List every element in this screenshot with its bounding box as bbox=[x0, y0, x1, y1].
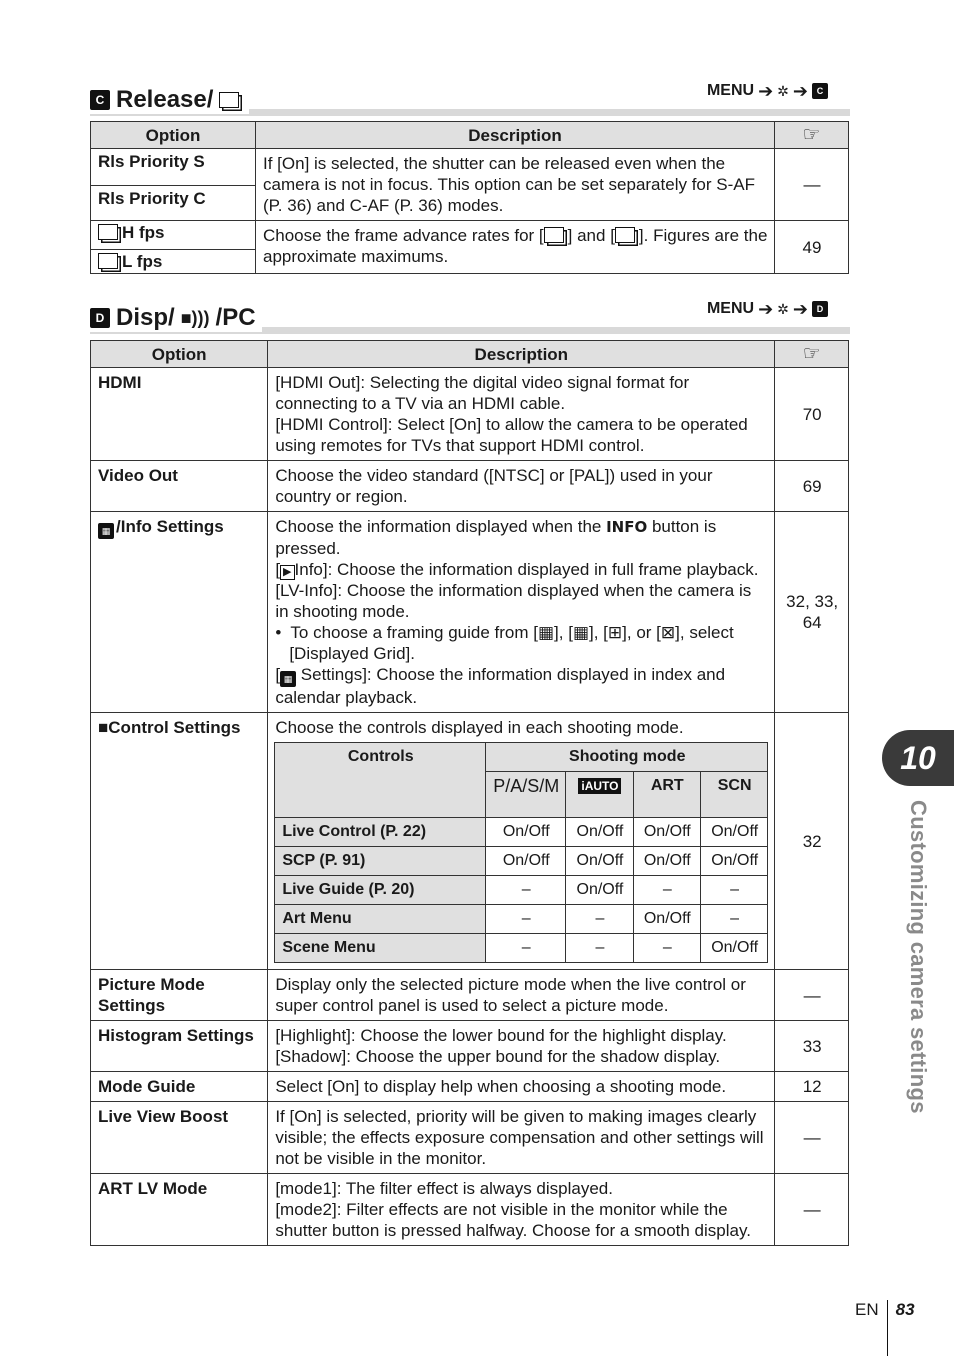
cell: On/Off bbox=[566, 876, 633, 905]
reference-header: ☞ bbox=[775, 341, 849, 368]
arrow-right-icon: ➔ bbox=[758, 81, 774, 101]
description-line: [mode2]: Filter effects are not visible in the monitor while the shutter button is pressed halfway. Choose for a smooth display. bbox=[275, 1200, 751, 1240]
cell: – bbox=[486, 876, 566, 905]
description-cell bbox=[268, 512, 775, 713]
reference-cell: — bbox=[775, 970, 849, 1021]
language-label: EN bbox=[855, 1300, 879, 1319]
description-cell bbox=[268, 1174, 775, 1246]
cell: On/Off bbox=[700, 818, 767, 847]
option-header: Option bbox=[91, 122, 256, 149]
description-cell: If [On] is selected, priority will be given to making images clearly visible; the effects exposure compensation and other settings will not be visible in the monitor. bbox=[268, 1102, 775, 1174]
description-line: [HDMI Control]: Select [On] to allow the camera to be operated using remotes for TVs that support HDMI control. bbox=[275, 415, 748, 455]
table-row bbox=[91, 1072, 849, 1102]
description-cell: Display only the selected picture mode when the live control or super control panel is used to select a picture mode. bbox=[268, 970, 775, 1021]
description-line bbox=[275, 559, 768, 580]
mode-art: ART bbox=[633, 772, 700, 818]
page-number: 83 bbox=[887, 1300, 915, 1356]
reference-cell: 12 bbox=[775, 1072, 849, 1102]
option-rls-priority-c: Rls Priority C bbox=[98, 189, 206, 208]
cell: On/Off bbox=[486, 847, 566, 876]
option-label: /Info Settings bbox=[116, 517, 224, 536]
section-release-title bbox=[90, 86, 249, 114]
cell: – bbox=[566, 905, 633, 934]
option-art-lv-mode: ART LV Mode bbox=[91, 1174, 268, 1246]
beep-icon: ■))) bbox=[180, 307, 210, 328]
option-header: Option bbox=[91, 341, 268, 368]
section-disp-title bbox=[90, 304, 262, 332]
text: Choose the information displayed when the bbox=[275, 517, 607, 536]
custom-menu-d-icon: D bbox=[812, 301, 828, 317]
cell: On/Off bbox=[633, 818, 700, 847]
row-name: SCP (P. 91) bbox=[275, 847, 486, 876]
option-label: H fps bbox=[122, 223, 165, 242]
table-row bbox=[91, 970, 849, 1021]
option-mode-guide: Mode Guide bbox=[91, 1072, 268, 1102]
table-row bbox=[275, 934, 768, 963]
table-row bbox=[91, 1021, 849, 1072]
reference-cell: 70 bbox=[775, 368, 849, 461]
section-title-text: Disp/ bbox=[116, 304, 175, 331]
arrow-right-icon: ➔ bbox=[792, 299, 808, 319]
table-row bbox=[275, 876, 768, 905]
option-rls-priority-s: Rls Priority S bbox=[91, 149, 255, 186]
cell: – bbox=[700, 905, 767, 934]
option-histogram-settings: Histogram Settings bbox=[91, 1021, 268, 1072]
option-label: Control Settings bbox=[108, 718, 241, 737]
row-name: Live Control (P. 22) bbox=[275, 818, 486, 847]
section-disp-header bbox=[90, 300, 850, 334]
grid-diagonal-icon: ⊠ bbox=[660, 623, 676, 642]
description-cell bbox=[268, 1021, 775, 1072]
controls-header: Controls bbox=[275, 743, 486, 818]
mode-scn: SCN bbox=[700, 772, 767, 818]
description-line: [Shadow]: Choose the upper bound for the shadow display. bbox=[275, 1047, 721, 1066]
option-h-fps bbox=[91, 221, 255, 250]
description-line: [Highlight]: Choose the lower bound for the highlight display. bbox=[275, 1026, 727, 1045]
option-info-settings bbox=[91, 512, 268, 713]
description-text: ]. Figures are the approximate maximums. bbox=[263, 226, 768, 266]
reference-cell: — bbox=[775, 1102, 849, 1174]
index-icon: ▦ bbox=[98, 523, 114, 539]
description-line: [LV-Info]: Choose the information displayed when the camera is in shooting mode. bbox=[275, 581, 752, 621]
table-header-row bbox=[91, 122, 849, 149]
chapter-label bbox=[907, 800, 931, 1130]
reference-cell: — bbox=[775, 149, 849, 221]
description-cell bbox=[268, 713, 775, 970]
arrow-right-icon: ➔ bbox=[758, 299, 774, 319]
shooting-mode-header: Shooting mode bbox=[486, 743, 768, 772]
cell: – bbox=[566, 934, 633, 963]
camera-icon: ■ bbox=[98, 718, 109, 737]
text: ], [ bbox=[589, 623, 608, 642]
text: [ bbox=[275, 560, 281, 579]
mode-pasm: P/A/S/M bbox=[486, 772, 566, 818]
cell: On/Off bbox=[633, 905, 700, 934]
sequential-h-icon bbox=[544, 227, 564, 243]
option-picture-mode-settings: Picture Mode Settings bbox=[91, 970, 268, 1021]
reference-cell: 33 bbox=[775, 1021, 849, 1072]
row-name: Scene Menu bbox=[275, 934, 486, 963]
sequential-shooting-icon bbox=[98, 224, 118, 240]
grid-3x3-icon: ▦ bbox=[537, 623, 555, 642]
cell: – bbox=[486, 934, 566, 963]
menu-label: MENU bbox=[706, 300, 755, 317]
arrow-right-icon: ➔ bbox=[792, 81, 808, 101]
table-row bbox=[275, 905, 768, 934]
description-line bbox=[275, 516, 768, 559]
table-row bbox=[91, 1102, 849, 1174]
table-header-row bbox=[91, 341, 849, 368]
text: button is pressed. bbox=[275, 517, 717, 558]
mode-iauto-label: iAUTO bbox=[578, 778, 621, 794]
description-cell bbox=[268, 368, 775, 461]
index-icon: ▦ bbox=[280, 671, 296, 687]
option-video-out: Video Out bbox=[91, 461, 268, 512]
option-cell bbox=[91, 221, 256, 274]
option-live-view-boost: Live View Boost bbox=[91, 1102, 268, 1174]
reference-cell: 49 bbox=[775, 221, 849, 274]
custom-menu-c-icon: C bbox=[90, 90, 110, 110]
section-title-text: Release/ bbox=[116, 86, 214, 113]
description-text: ] and [ bbox=[567, 226, 615, 245]
reference-header: ☞ bbox=[775, 122, 849, 149]
release-table bbox=[90, 121, 849, 274]
description-cell: Choose the video standard ([NTSC] or [PAL]) used in your country or region. bbox=[268, 461, 775, 512]
reference-cell: 69 bbox=[775, 461, 849, 512]
gear-icon: ✲ bbox=[777, 300, 789, 317]
table-row bbox=[91, 149, 849, 221]
description-cell: Select [On] to display help when choosing a shooting mode. bbox=[268, 1072, 775, 1102]
description-line: [mode1]: The filter effect is always displayed. bbox=[275, 1179, 613, 1198]
table-row bbox=[91, 1174, 849, 1246]
row-name: Live Guide (P. 20) bbox=[275, 876, 486, 905]
playback-icon: ▶ bbox=[280, 565, 294, 580]
reference-cell: 32 bbox=[775, 713, 849, 970]
cell: On/Off bbox=[633, 847, 700, 876]
page-footer bbox=[855, 1300, 915, 1356]
mode-iauto bbox=[566, 772, 633, 818]
option-l-fps bbox=[91, 250, 255, 273]
cell: On/Off bbox=[566, 847, 633, 876]
description-header: Description bbox=[268, 341, 775, 368]
table-row bbox=[275, 818, 768, 847]
sequential-shooting-icon bbox=[219, 92, 239, 108]
description-cell: If [On] is selected, the shutter can be released even when the camera is not in focus. This option can be set separately for S-AF (P. 36) and C-AF (P. 36) modes. bbox=[256, 149, 775, 221]
text: To choose a framing guide from [ bbox=[290, 623, 538, 642]
chapter-tab: 10 bbox=[882, 730, 954, 786]
description-text: Choose the frame advance rates for [ bbox=[263, 226, 544, 245]
sequential-shooting-icon bbox=[98, 253, 118, 269]
menu-path bbox=[707, 300, 828, 318]
description-line: [HDMI Out]: Selecting the digital video signal format for connecting to a TV via an HDMI cable. bbox=[275, 373, 690, 413]
text: ], [ bbox=[554, 623, 573, 642]
section-release-header bbox=[90, 82, 850, 116]
text: [ bbox=[275, 665, 281, 684]
text: Settings]: Choose the information displayed in index and calendar playback. bbox=[275, 665, 726, 707]
table-row bbox=[91, 368, 849, 461]
description-header: Description bbox=[256, 122, 775, 149]
section-title-suffix: /PC bbox=[215, 304, 256, 331]
cell: On/Off bbox=[700, 934, 767, 963]
shooting-mode-table bbox=[274, 742, 768, 963]
description-line: Choose the controls displayed in each shooting mode. bbox=[275, 718, 684, 737]
cell: On/Off bbox=[486, 818, 566, 847]
chapter-label-text: Customizing camera settings bbox=[906, 800, 931, 1114]
cell: On/Off bbox=[566, 818, 633, 847]
option-control-settings bbox=[91, 713, 268, 970]
inner-header-row bbox=[275, 743, 768, 772]
cell: – bbox=[633, 934, 700, 963]
custom-menu-d-icon: D bbox=[90, 308, 110, 328]
text: ], select [Displayed Grid]. bbox=[289, 623, 734, 663]
reference-cell: — bbox=[775, 1174, 849, 1246]
disp-table bbox=[90, 340, 849, 1246]
table-row bbox=[91, 713, 849, 970]
table-row bbox=[91, 461, 849, 512]
table-row bbox=[275, 847, 768, 876]
menu-path bbox=[707, 82, 828, 100]
table-row bbox=[91, 512, 849, 713]
text: Info]: Choose the information displayed in full frame playback. bbox=[294, 560, 759, 579]
cell: On/Off bbox=[700, 847, 767, 876]
cell: – bbox=[700, 876, 767, 905]
table-row bbox=[91, 221, 849, 274]
option-cell bbox=[91, 149, 256, 221]
custom-menu-c-icon: C bbox=[812, 83, 828, 99]
gear-icon: ✲ bbox=[777, 82, 789, 99]
info-button-label: INFO bbox=[606, 518, 648, 536]
sequential-l-icon bbox=[615, 227, 635, 243]
grid-cross-icon: ⊞ bbox=[607, 623, 623, 642]
description-cell bbox=[256, 221, 775, 274]
menu-label: MENU bbox=[706, 82, 755, 99]
description-line bbox=[275, 664, 768, 708]
grid-golden-icon: ▦ bbox=[572, 623, 590, 642]
cell: – bbox=[633, 876, 700, 905]
text: ], or [ bbox=[622, 623, 661, 642]
reference-cell: 32, 33, 64 bbox=[775, 512, 849, 713]
option-label: L fps bbox=[122, 252, 163, 271]
description-bullet: • To choose a framing guide from [▦], [▦], [⊞], or [⊠], select [Displayed Grid]. bbox=[275, 623, 734, 663]
row-name: Art Menu bbox=[275, 905, 486, 934]
cell: – bbox=[486, 905, 566, 934]
option-hdmi: HDMI bbox=[91, 368, 268, 461]
